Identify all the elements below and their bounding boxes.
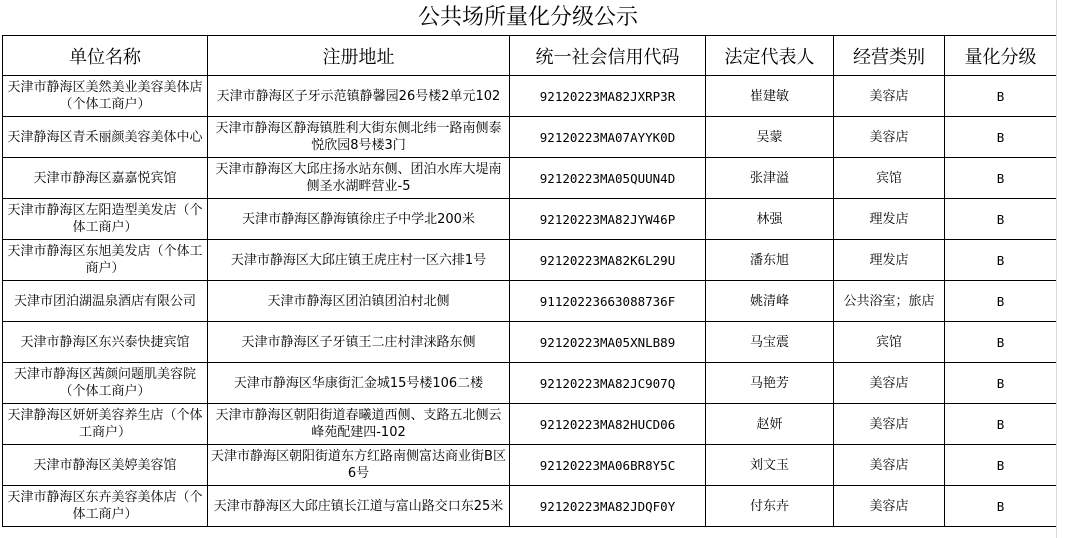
cell-unit-name[interactable]: 天津市静海区美然美业美容美体店（个体工商户）: [3, 76, 208, 117]
cell-category[interactable]: 美容店: [834, 363, 945, 404]
cell-legal-rep[interactable]: 林强: [706, 199, 834, 240]
cell-grade[interactable]: B: [945, 486, 1057, 527]
header-address: 注册地址: [208, 36, 510, 76]
cell-category[interactable]: 美容店: [834, 117, 945, 158]
cell-category[interactable]: 美容店: [834, 404, 945, 445]
header-category: 经营类别: [834, 36, 945, 76]
table-row: [3, 363, 1057, 404]
cell-unit-name[interactable]: 天津市静海区左阳造型美发店（个体工商户）: [3, 199, 208, 240]
cell-legal-rep[interactable]: 张津溢: [706, 158, 834, 199]
cell-legal-rep[interactable]: 吴蒙: [706, 117, 834, 158]
cell-address[interactable]: 天津市静海区子牙镇王二庄村津涞路东侧: [208, 322, 510, 363]
cell-address[interactable]: 天津市静海区朝阳街道东方红路南侧富达商业街B区6号: [208, 445, 510, 486]
table-row: [3, 281, 1057, 322]
header-row: [3, 36, 1057, 76]
cell-legal-rep[interactable]: 姚清峰: [706, 281, 834, 322]
cell-category[interactable]: 美容店: [834, 76, 945, 117]
cell-credit-code[interactable]: 92120223MA05XNLB89: [510, 322, 706, 363]
header-grade: 量化分级: [945, 36, 1057, 76]
table-row: [3, 445, 1057, 486]
cell-address[interactable]: 天津市静海区朝阳街道春曦道西侧、支路五北侧云峰苑配建四-102: [208, 404, 510, 445]
cell-legal-rep[interactable]: 潘东旭: [706, 240, 834, 281]
page-title: 公共场所量化分级公示: [417, 5, 638, 30]
table-row: [3, 117, 1057, 158]
cell-credit-code[interactable]: 92120223MA82JXRP3R: [510, 76, 706, 117]
cell-credit-code[interactable]: 92120223MA82K6L29U: [510, 240, 706, 281]
publicity-table: [2, 35, 1057, 527]
cell-address[interactable]: 天津市静海区华康街汇金城15号楼106二楼: [208, 363, 510, 404]
cell-credit-code[interactable]: 92120223MA82JYW46P: [510, 199, 706, 240]
cell-grade[interactable]: B: [945, 363, 1057, 404]
table-row: [3, 76, 1057, 117]
table-row: [3, 240, 1057, 281]
cell-grade[interactable]: B: [945, 117, 1057, 158]
cell-unit-name[interactable]: 天津市团泊湖温泉酒店有限公司: [3, 281, 208, 322]
table-row: [3, 322, 1057, 363]
cell-unit-name[interactable]: 天津市静海区嘉嘉悦宾馆: [3, 158, 208, 199]
cell-credit-code[interactable]: 91120223663088736F: [510, 281, 706, 322]
cell-legal-rep[interactable]: 马艳芳: [706, 363, 834, 404]
header-legal-rep: 法定代表人: [706, 36, 834, 76]
cell-credit-code[interactable]: 92120223MA07AYYK0D: [510, 117, 706, 158]
cell-unit-name[interactable]: 天津静海区青禾丽颜美容美体中心: [3, 117, 208, 158]
cell-address[interactable]: 天津市静海区子牙示范镇静馨园26号楼2单元102: [208, 76, 510, 117]
cell-grade[interactable]: B: [945, 199, 1057, 240]
cell-credit-code[interactable]: 92120223MA06BR8Y5C: [510, 445, 706, 486]
cell-unit-name[interactable]: 天津静海区妍妍美容养生店（个体工商户）: [3, 404, 208, 445]
header-credit-code: 统一社会信用代码: [510, 36, 706, 76]
table-row: [3, 404, 1057, 445]
cell-legal-rep[interactable]: 崔建敏: [706, 76, 834, 117]
cell-credit-code[interactable]: 92120223MA82HUCD06: [510, 404, 706, 445]
cell-unit-name[interactable]: 天津市静海区美婷美容馆: [3, 445, 208, 486]
sheet-grid-edge: [1056, 0, 1067, 538]
cell-category[interactable]: 宾馆: [834, 158, 945, 199]
cell-legal-rep[interactable]: 赵妍: [706, 404, 834, 445]
cell-category[interactable]: 理发店: [834, 240, 945, 281]
cell-legal-rep[interactable]: 刘文玉: [706, 445, 834, 486]
cell-grade[interactable]: B: [945, 445, 1057, 486]
cell-unit-name[interactable]: 天津市静海区东卉美容美体店（个体工商户）: [3, 486, 208, 527]
cell-unit-name[interactable]: 天津市静海区东兴泰快捷宾馆: [3, 322, 208, 363]
cell-category[interactable]: 美容店: [834, 445, 945, 486]
cell-address[interactable]: 天津市静海区大邱庄镇王虎庄村一区六排1号: [208, 240, 510, 281]
cell-credit-code[interactable]: 92120223MA82JC907Q: [510, 363, 706, 404]
cell-legal-rep[interactable]: 马宝震: [706, 322, 834, 363]
cell-unit-name[interactable]: 天津市静海区茜颜问题肌美容院（个体工商户）: [3, 363, 208, 404]
cell-address[interactable]: 天津市静海区静海镇胜利大街东侧北纬一路南侧泰悦欣园8号楼3门: [208, 117, 510, 158]
cell-unit-name[interactable]: 天津市静海区东旭美发店（个体工商户）: [3, 240, 208, 281]
cell-category[interactable]: 理发店: [834, 199, 945, 240]
cell-credit-code[interactable]: 92120223MA05QUUN4D: [510, 158, 706, 199]
header-unit-name: 单位名称: [3, 36, 208, 76]
cell-address[interactable]: 天津市静海区静海镇徐庄子中学北200米: [208, 199, 510, 240]
table-row: [3, 486, 1057, 527]
cell-grade[interactable]: B: [945, 240, 1057, 281]
cell-category[interactable]: 公共浴室；旅店: [834, 281, 945, 322]
cell-address[interactable]: 天津市静海区团泊镇团泊村北侧: [208, 281, 510, 322]
cell-grade[interactable]: B: [945, 322, 1057, 363]
cell-grade[interactable]: B: [945, 404, 1057, 445]
cell-category[interactable]: 宾馆: [834, 322, 945, 363]
cell-grade[interactable]: B: [945, 76, 1057, 117]
table-row: [3, 158, 1057, 199]
cell-address[interactable]: 天津市静海区大邱庄扬水站东侧、团泊水库大堤南侧圣水湖畔营业-5: [208, 158, 510, 199]
cell-legal-rep[interactable]: 付东卉: [706, 486, 834, 527]
table-row: [3, 199, 1057, 240]
cell-address[interactable]: 天津市静海区大邱庄镇长江道与富山路交口东25米: [208, 486, 510, 527]
cell-credit-code[interactable]: 92120223MA82JDQF0Y: [510, 486, 706, 527]
cell-grade[interactable]: B: [945, 281, 1057, 322]
cell-category[interactable]: 美容店: [834, 486, 945, 527]
cell-grade[interactable]: B: [945, 158, 1057, 199]
